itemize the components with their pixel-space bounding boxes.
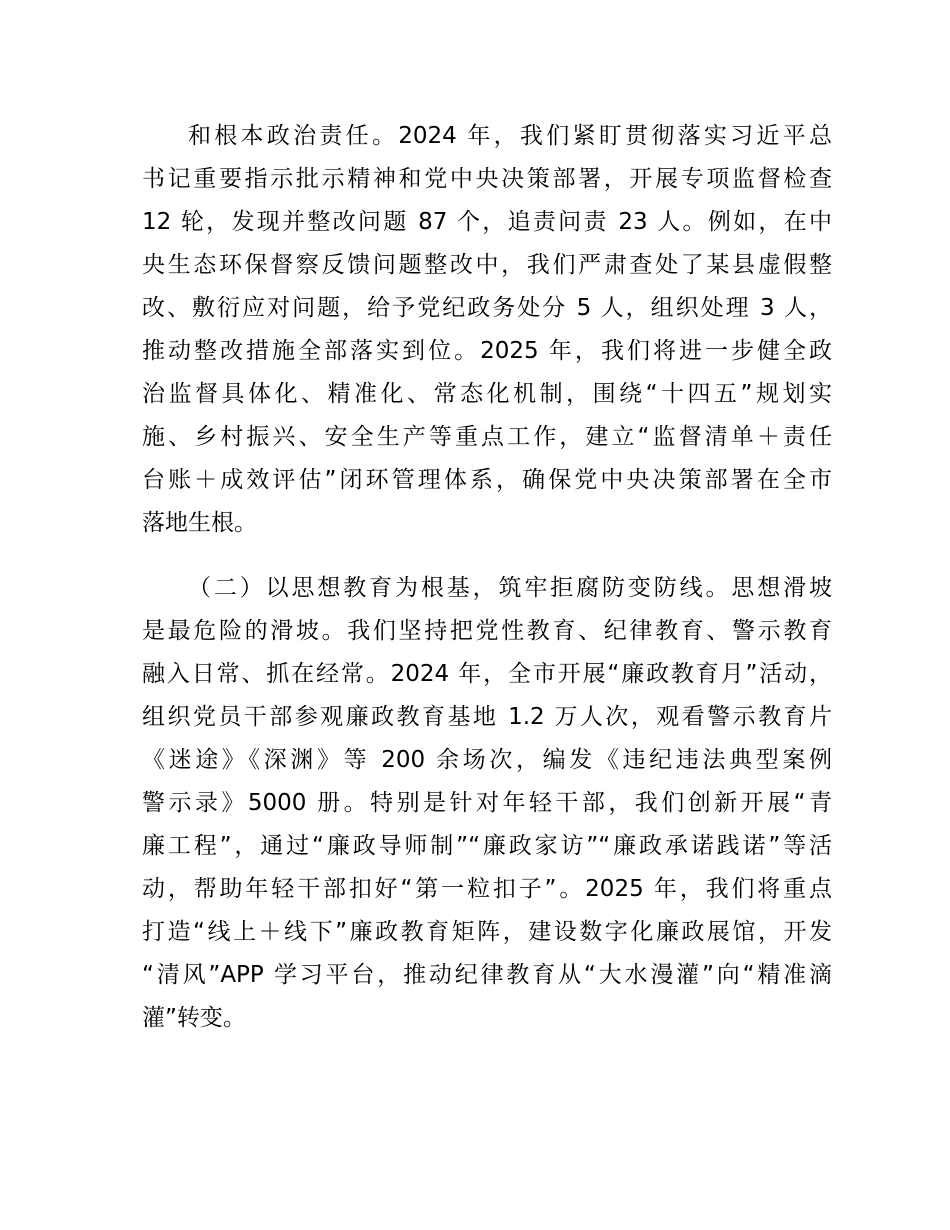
paragraph-line: 警示录》5000 册。特别是针对年轻干部，我们创新开展“青 bbox=[142, 790, 832, 816]
paragraph-line: 组织党员干部参观廉政教育基地 1.2 万人次，观看警示教育片 bbox=[142, 704, 832, 730]
paragraph-line: 融入日常、抓在经常。2024 年，全市开展“廉政教育月”活动， bbox=[142, 661, 832, 687]
paragraph-line: 12 轮，发现并整改问题 87 个，追责问责 23 人。例如，在中 bbox=[142, 209, 832, 235]
paragraph-line: 书记重要指示批示精神和党中央决策部署，开展专项监督检查 bbox=[142, 166, 832, 192]
paragraph-line: 打造“线上＋线下”廉政教育矩阵，建设数字化廉政展馆，开发 bbox=[142, 919, 832, 945]
paragraph-line: 廉工程”，通过“廉政导师制”“廉政家访”“廉政承诺践诺”等活 bbox=[142, 833, 832, 859]
paragraph-line: 施、乡村振兴、安全生产等重点工作，建立“监督清单＋责任 bbox=[142, 424, 832, 450]
paragraph-line: 和根本政治责任。2024 年，我们紧盯贯彻落实习近平总 bbox=[188, 123, 832, 149]
paragraph-line: 改、敷衍应对问题，给予党纪政务处分 5 人，组织处理 3 人， bbox=[142, 295, 832, 321]
paragraph-line: （二）以思想教育为根基，筑牢拒腐防变防线。思想滑坡 bbox=[188, 575, 832, 601]
paragraph-line: 治监督具体化、精准化、常态化机制，围绕“十四五”规划实 bbox=[142, 381, 832, 407]
paragraph-line: “清风”APP 学习平台，推动纪律教育从“大水漫灌”向“精准滴 bbox=[142, 962, 832, 988]
paragraph-line: 央生态环保督察反馈问题整改中，我们严肃查处了某县虚假整 bbox=[142, 252, 832, 278]
paragraph-line: 《迷途》《深渊》等 200 余场次，编发《违纪违法典型案例 bbox=[142, 747, 832, 773]
paragraph-political-supervision bbox=[142, 115, 832, 545]
paragraph-line: 动，帮助年轻干部扣好“第一粒扣子”。2025 年，我们将重点 bbox=[142, 876, 832, 902]
paragraph-line: 灌”转变。 bbox=[142, 1005, 246, 1031]
paragraph-ideological-education bbox=[142, 567, 832, 1040]
paragraph-line: 推动整改措施全部落实到位。2025 年，我们将进一步健全政 bbox=[142, 338, 832, 364]
paragraph-line: 台账＋成效评估”闭环管理体系，确保党中央决策部署在全市 bbox=[142, 467, 832, 493]
paragraph-line: 落地生根。 bbox=[142, 510, 257, 536]
paragraph-line: 是最危险的滑坡。我们坚持把党性教育、纪律教育、警示教育 bbox=[142, 618, 832, 644]
